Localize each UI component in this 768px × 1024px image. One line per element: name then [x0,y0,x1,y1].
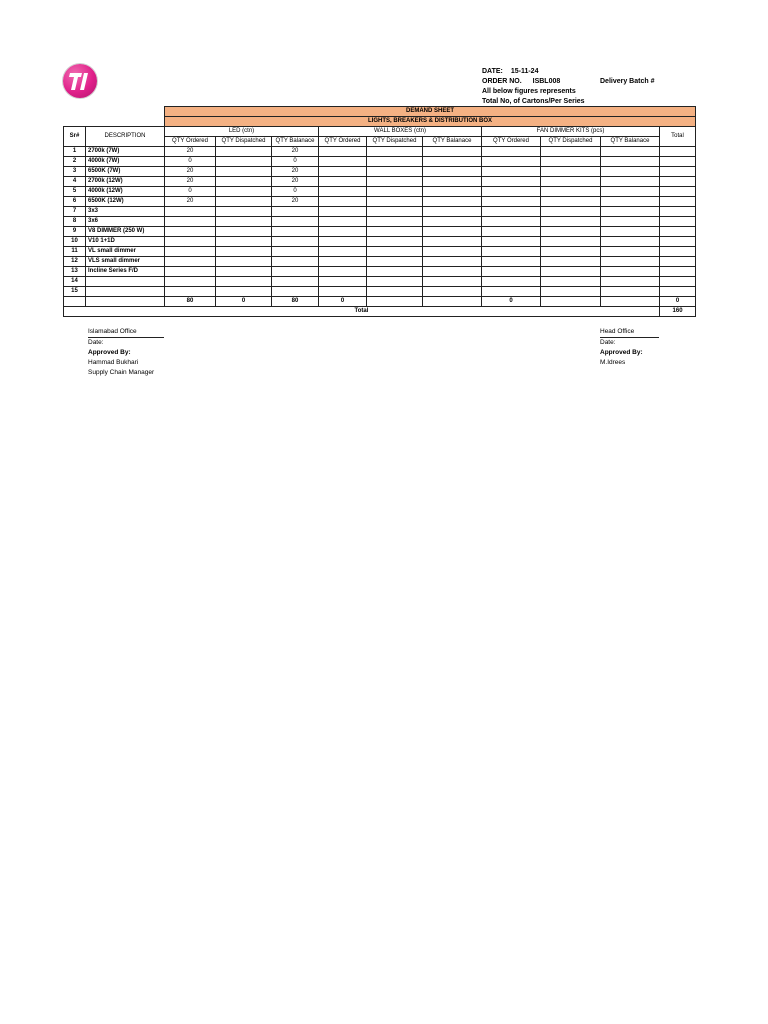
row-description-cell [86,287,165,297]
approver-name: Hammad Bukhari [88,359,139,366]
row-sr-cell: 14 [64,277,86,287]
row-value-cell [319,197,367,207]
row-value-cell [423,207,482,217]
sub-header: QTY Balanace [272,137,319,147]
row-value-cell [367,167,423,177]
col-total-header: Total [660,127,696,147]
row-value-cell [423,277,482,287]
sum-cell: 80 [272,297,319,307]
sum-cell: 0 [319,297,367,307]
sheet-subtitle: LIGHTS, BREAKERS & DISTRIBUTION BOX [165,117,696,127]
row-value-cell [319,277,367,287]
row-value-cell [216,167,272,177]
row-value-cell [165,247,216,257]
row-value-cell [423,177,482,187]
row-value-cell [541,167,601,177]
row-value-cell [165,267,216,277]
row-value-cell [541,237,601,247]
sum-cell: 80 [165,297,216,307]
row-total-cell [660,197,696,207]
row-value-cell [319,257,367,267]
row-value-cell [319,157,367,167]
approver-name: M.Idrees [600,359,626,366]
row-total-cell [660,257,696,267]
col-description-header: DESCRIPTION [86,127,165,147]
row-total-cell [660,207,696,217]
row-description-cell: 2700k (7W) [86,147,165,157]
row-value-cell [319,287,367,297]
row-value-cell: 20 [272,197,319,207]
row-value-cell [367,287,423,297]
row-value-cell: 20 [272,177,319,187]
row-value-cell [423,287,482,297]
row-value-cell [482,277,541,287]
row-value-cell [272,277,319,287]
table-row [64,287,696,297]
row-description-cell: VL small dimmer [86,247,165,257]
sub-header: QTY Dispatched [541,137,601,147]
row-total-cell [660,267,696,277]
row-value-cell [601,287,660,297]
row-value-cell [367,277,423,287]
row-sr-cell: 9 [64,227,86,237]
row-value-cell [601,227,660,237]
row-value-cell [423,237,482,247]
row-value-cell [165,277,216,287]
row-value-cell [319,247,367,257]
row-sr-cell: 10 [64,237,86,247]
row-value-cell [165,207,216,217]
footer-left [88,327,164,378]
table-row [64,187,696,197]
approved-by-label: Approved By: [88,349,131,356]
row-value-cell [367,267,423,277]
sum-sr-cell [64,297,86,307]
row-value-cell [601,197,660,207]
row-value-cell [601,147,660,157]
order-label: ORDER NO. [482,78,522,85]
sum-cell: 0 [482,297,541,307]
subtitle-row [64,117,696,127]
row-value-cell [601,267,660,277]
sub-header: QTY Balanace [423,137,482,147]
row-value-cell [216,197,272,207]
sum-cell [541,297,601,307]
row-sr-cell: 2 [64,157,86,167]
row-value-cell [165,217,216,227]
row-value-cell [272,227,319,237]
table-row [64,197,696,207]
row-total-cell [660,177,696,187]
sub-header: QTY Dispatched [367,137,423,147]
order-row [482,77,560,86]
table-row [64,277,696,287]
row-value-cell [319,187,367,197]
row-value-cell [601,157,660,167]
row-value-cell [272,267,319,277]
table-row [64,177,696,187]
row-total-cell [660,167,696,177]
table-row [64,237,696,247]
table-row [64,147,696,157]
note-line-1: All below figures represents [482,88,576,95]
col-sr-header: Sr# [64,127,86,147]
note-line-2: Total No, of Cartons/Per Series [482,98,585,105]
row-value-cell [601,207,660,217]
row-value-cell [482,187,541,197]
row-value-cell [541,257,601,267]
date-label: DATE: [482,68,503,75]
table-row [64,167,696,177]
row-value-cell [165,227,216,237]
row-value-cell [423,217,482,227]
islamabad-office-label: Islamabad Office [88,328,137,335]
demand-sheet-table [63,106,696,317]
date-value: 15-11-24 [510,68,539,75]
row-value-cell [272,247,319,257]
row-value-cell [482,247,541,257]
row-value-cell [541,277,601,287]
row-sr-cell: 12 [64,257,86,267]
row-value-cell: 0 [165,157,216,167]
row-value-cell [216,277,272,287]
row-value-cell: 0 [272,157,319,167]
table-row [64,157,696,167]
row-value-cell: 20 [165,167,216,177]
table-row [64,257,696,267]
row-value-cell [541,247,601,257]
head-office-label: Head Office [600,328,635,335]
row-value-cell: 20 [272,167,319,177]
row-total-cell [660,247,696,257]
row-value-cell [601,177,660,187]
sub-header: QTY Ordered [482,137,541,147]
row-value-cell [482,177,541,187]
row-total-cell [660,237,696,247]
row-description-cell: Incline Series F/D [86,267,165,277]
row-value-cell [367,247,423,257]
row-value-cell [272,287,319,297]
row-sr-cell: 8 [64,217,86,227]
row-value-cell [541,267,601,277]
grand-total-label: Total [64,307,660,317]
row-description-cell: V10 1+1D [86,237,165,247]
row-value-cell [319,227,367,237]
row-value-cell [541,187,601,197]
row-description-cell: 3x3 [86,207,165,217]
footer-left-date-label: Date: [88,339,104,346]
row-value-cell [319,267,367,277]
footer-right-date-label: Date: [600,339,616,346]
row-value-cell [541,147,601,157]
sheet-title: DEMAND SHEET [165,107,696,117]
row-value-cell [541,157,601,167]
row-sr-cell: 5 [64,187,86,197]
row-sr-cell: 7 [64,207,86,217]
row-value-cell: 0 [165,187,216,197]
row-description-cell: 6500K (12W) [86,197,165,207]
row-value-cell [423,187,482,197]
footer-right [600,327,659,368]
row-value-cell [272,237,319,247]
row-value-cell [319,167,367,177]
row-total-cell [660,157,696,167]
row-value-cell [601,247,660,257]
sum-cell [601,297,660,307]
row-description-cell: VLS small dimmer [86,257,165,267]
row-total-cell [660,277,696,287]
date-line [88,337,164,348]
row-value-cell [319,207,367,217]
sub-header: QTY Balanace [601,137,660,147]
row-total-cell [660,227,696,237]
row-value-cell [216,267,272,277]
group-led: LED (ctn) [165,127,319,137]
row-value-cell [216,177,272,187]
row-value-cell [423,257,482,267]
row-value-cell [482,237,541,247]
row-value-cell [367,187,423,197]
grand-total-row [64,307,696,317]
row-value-cell [272,257,319,267]
row-value-cell: 20 [165,177,216,187]
group-wall-boxes: WALL BOXES (ctn) [319,127,482,137]
sub-header: QTY Dispatched [216,137,272,147]
row-value-cell [165,257,216,267]
date-line [600,337,659,348]
row-total-cell [660,217,696,227]
row-value-cell [601,217,660,227]
row-value-cell [541,197,601,207]
row-value-cell [319,217,367,227]
row-description-cell: 4000k (7W) [86,157,165,167]
row-value-cell: 20 [165,147,216,157]
sum-cell [423,297,482,307]
row-value-cell [319,147,367,157]
row-value-cell [482,257,541,267]
row-value-cell [541,207,601,217]
row-value-cell [482,267,541,277]
row-description-cell: 2700k (12W) [86,177,165,187]
row-value-cell [423,167,482,177]
row-description-cell: 6500K (7W) [86,167,165,177]
delivery-batch-label: Delivery Batch # [600,78,655,85]
sum-cell [367,297,423,307]
row-value-cell [482,167,541,177]
table-row [64,207,696,217]
row-value-cell [423,157,482,167]
row-value-cell [272,217,319,227]
row-value-cell: 20 [165,197,216,207]
row-description-cell [86,277,165,287]
row-value-cell [601,257,660,267]
row-value-cell [541,227,601,237]
approver-role: Supply Chain Manager [88,369,155,376]
row-value-cell [541,177,601,187]
row-value-cell [216,187,272,197]
sub-header: QTY Ordered [165,137,216,147]
row-sr-cell: 13 [64,267,86,277]
row-sr-cell: 1 [64,147,86,157]
row-value-cell [216,257,272,267]
table-row [64,267,696,277]
row-value-cell [216,147,272,157]
row-description-cell: V8 DIMMER (250 W) [86,227,165,237]
row-value-cell [601,277,660,287]
row-total-cell [660,147,696,157]
row-sr-cell: 3 [64,167,86,177]
row-value-cell [216,287,272,297]
title-row [64,107,696,117]
row-value-cell [482,157,541,167]
table-row [64,217,696,227]
row-value-cell [367,237,423,247]
row-value-cell [482,197,541,207]
grand-total-value: 160 [660,307,696,317]
row-value-cell [367,197,423,207]
row-value-cell [482,207,541,217]
row-value-cell [367,147,423,157]
row-value-cell [216,157,272,167]
sum-total-cell: 0 [660,297,696,307]
row-value-cell [423,227,482,237]
group-fan-dimmer-kits: FAN DIMMER KITS (pcs) [482,127,660,137]
row-value-cell [482,287,541,297]
row-value-cell [601,167,660,177]
row-value-cell [601,187,660,197]
row-value-cell [482,147,541,157]
row-value-cell [367,217,423,227]
row-value-cell: 20 [272,147,319,157]
order-value: ISBL008 [532,78,561,85]
row-value-cell [423,197,482,207]
row-value-cell [423,247,482,257]
row-value-cell [319,237,367,247]
table-row [64,227,696,237]
approved-by-label: Approved By: [600,349,643,356]
row-sr-cell: 4 [64,177,86,187]
sum-cell: 0 [216,297,272,307]
row-value-cell [541,287,601,297]
row-value-cell [165,237,216,247]
row-value-cell [601,237,660,247]
row-sr-cell: 11 [64,247,86,257]
row-value-cell [367,157,423,167]
row-total-cell [660,187,696,197]
row-value-cell [216,247,272,257]
row-value-cell [216,237,272,247]
sum-desc-cell [86,297,165,307]
row-sr-cell: 15 [64,287,86,297]
row-value-cell [216,217,272,227]
row-value-cell [367,257,423,267]
row-value-cell [367,227,423,237]
row-value-cell [541,217,601,227]
row-value-cell [367,177,423,187]
sum-row [64,297,696,307]
row-sr-cell: 6 [64,197,86,207]
row-value-cell [216,227,272,237]
ti-logo-icon [63,64,97,98]
table-body [64,147,696,297]
row-value-cell [367,207,423,217]
sub-header: QTY Ordered [319,137,367,147]
row-total-cell [660,287,696,297]
row-value-cell [423,267,482,277]
row-value-cell [272,207,319,217]
row-value-cell [319,177,367,187]
table-row [64,247,696,257]
row-value-cell [482,217,541,227]
row-value-cell [216,207,272,217]
row-value-cell [423,147,482,157]
row-description-cell: 3x6 [86,217,165,227]
date-row [482,67,538,76]
row-value-cell [482,227,541,237]
group-header-row [64,127,696,137]
row-value-cell [165,287,216,297]
row-description-cell: 4000k (12W) [86,187,165,197]
row-value-cell: 0 [272,187,319,197]
